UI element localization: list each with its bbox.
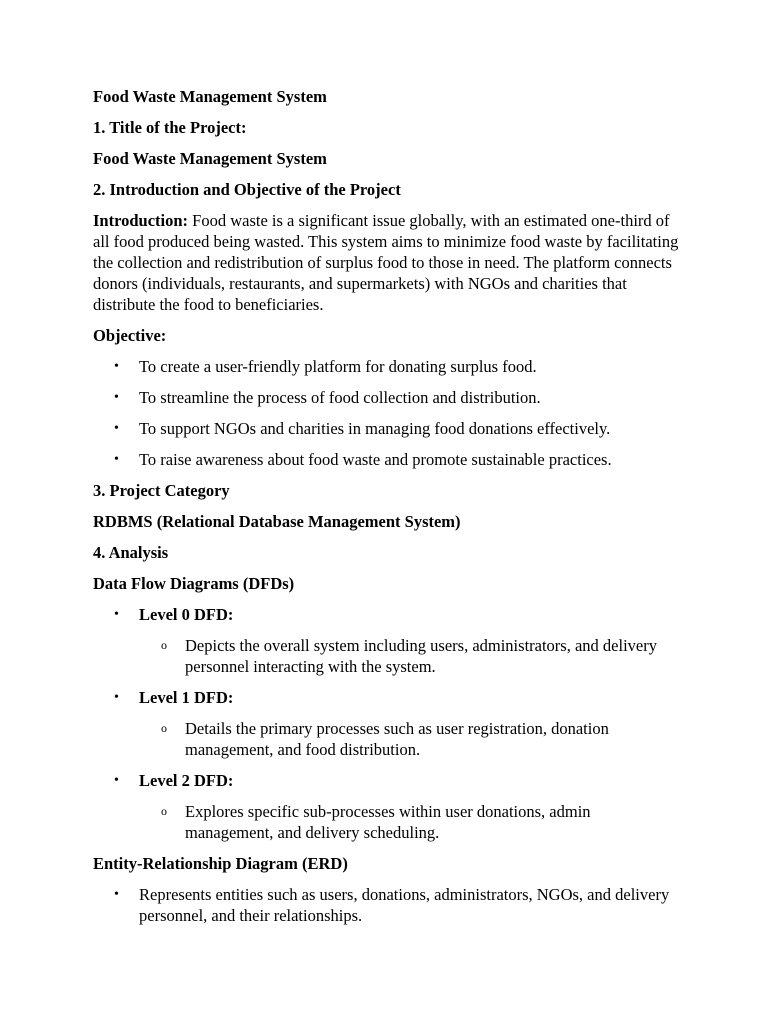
objectives-list xyxy=(93,356,683,470)
introduction-paragraph xyxy=(93,210,683,315)
section-2-title: 2. Introduction and Objective of the Project xyxy=(93,180,401,199)
sub-bullet-marker: o xyxy=(161,638,167,652)
list-item xyxy=(139,801,683,843)
dfd-level-detail: Explores specific sub-processes within user donations, admin management, and delivery scheduling. xyxy=(185,802,591,842)
objective-text: To raise awareness about food waste and promote sustainable practices. xyxy=(139,450,612,469)
introduction-text: Food waste is a significant issue globally, with an estimated one-third of all food produced being wasted. This system aims to minimize food waste by facilitating the collection and redistribution of surplus food to those in need. The platform connects donors (individuals, restaurants, and supermarkets) with NGOs and charities that distribute the food to beneficiaries. xyxy=(93,211,679,314)
list-item xyxy=(93,387,683,408)
objective-text: To streamline the process of food collection and distribution. xyxy=(139,388,541,407)
dfd-level-detail: Details the primary processes such as user registration, donation management, and food distribution. xyxy=(185,719,609,759)
sub-bullet-marker: o xyxy=(161,721,167,735)
dfd-level-label: Level 1 DFD: xyxy=(139,688,234,707)
dfd-level-detail: Depicts the overall system including users, administrators, and delivery personnel interacting with the system. xyxy=(185,636,657,676)
bullet-marker: • xyxy=(114,690,119,705)
list-item xyxy=(93,770,683,843)
list-item xyxy=(93,449,683,470)
project-title-value: Food Waste Management System xyxy=(93,149,327,168)
objective-label: Objective: xyxy=(93,326,167,345)
dfd-level-details xyxy=(139,801,683,843)
sub-bullet-marker: o xyxy=(161,804,167,818)
erd-item-text: Represents entities such as users, donations, administrators, NGOs, and delivery personnel, and their relationships. xyxy=(139,885,670,925)
dfd-level-label: Level 2 DFD: xyxy=(139,771,234,790)
dfd-level-label: Level 0 DFD: xyxy=(139,605,234,624)
list-item xyxy=(139,635,683,677)
bullet-marker: • xyxy=(114,773,119,788)
list-item xyxy=(93,687,683,760)
document-heading: Food Waste Management System xyxy=(93,87,327,106)
list-item xyxy=(93,418,683,439)
bullet-marker: • xyxy=(114,452,119,467)
list-item xyxy=(93,356,683,377)
objective-text: To support NGOs and charities in managing food donations effectively. xyxy=(139,419,611,438)
dfd-levels-list xyxy=(93,604,683,843)
project-category-value: RDBMS (Relational Database Management System) xyxy=(93,512,461,531)
bullet-marker: • xyxy=(114,887,119,902)
bullet-marker: • xyxy=(114,607,119,622)
dfd-level-details xyxy=(139,718,683,760)
bullet-marker: • xyxy=(114,421,119,436)
erd-title: Entity-Relationship Diagram (ERD) xyxy=(93,854,348,873)
erd-list xyxy=(93,884,683,926)
list-item xyxy=(93,884,683,926)
introduction-label: Introduction: xyxy=(93,211,189,230)
section-1-title: 1. Title of the Project: xyxy=(93,118,247,137)
dfd-level-details xyxy=(139,635,683,677)
section-4-title: 4. Analysis xyxy=(93,543,169,562)
bullet-marker: • xyxy=(114,390,119,405)
dfd-title: Data Flow Diagrams (DFDs) xyxy=(93,574,295,593)
list-item xyxy=(93,604,683,677)
list-item xyxy=(139,718,683,760)
section-3-title: 3. Project Category xyxy=(93,481,230,500)
document-page xyxy=(93,86,683,936)
bullet-marker: • xyxy=(114,359,119,374)
objective-text: To create a user-friendly platform for donating surplus food. xyxy=(139,357,537,376)
